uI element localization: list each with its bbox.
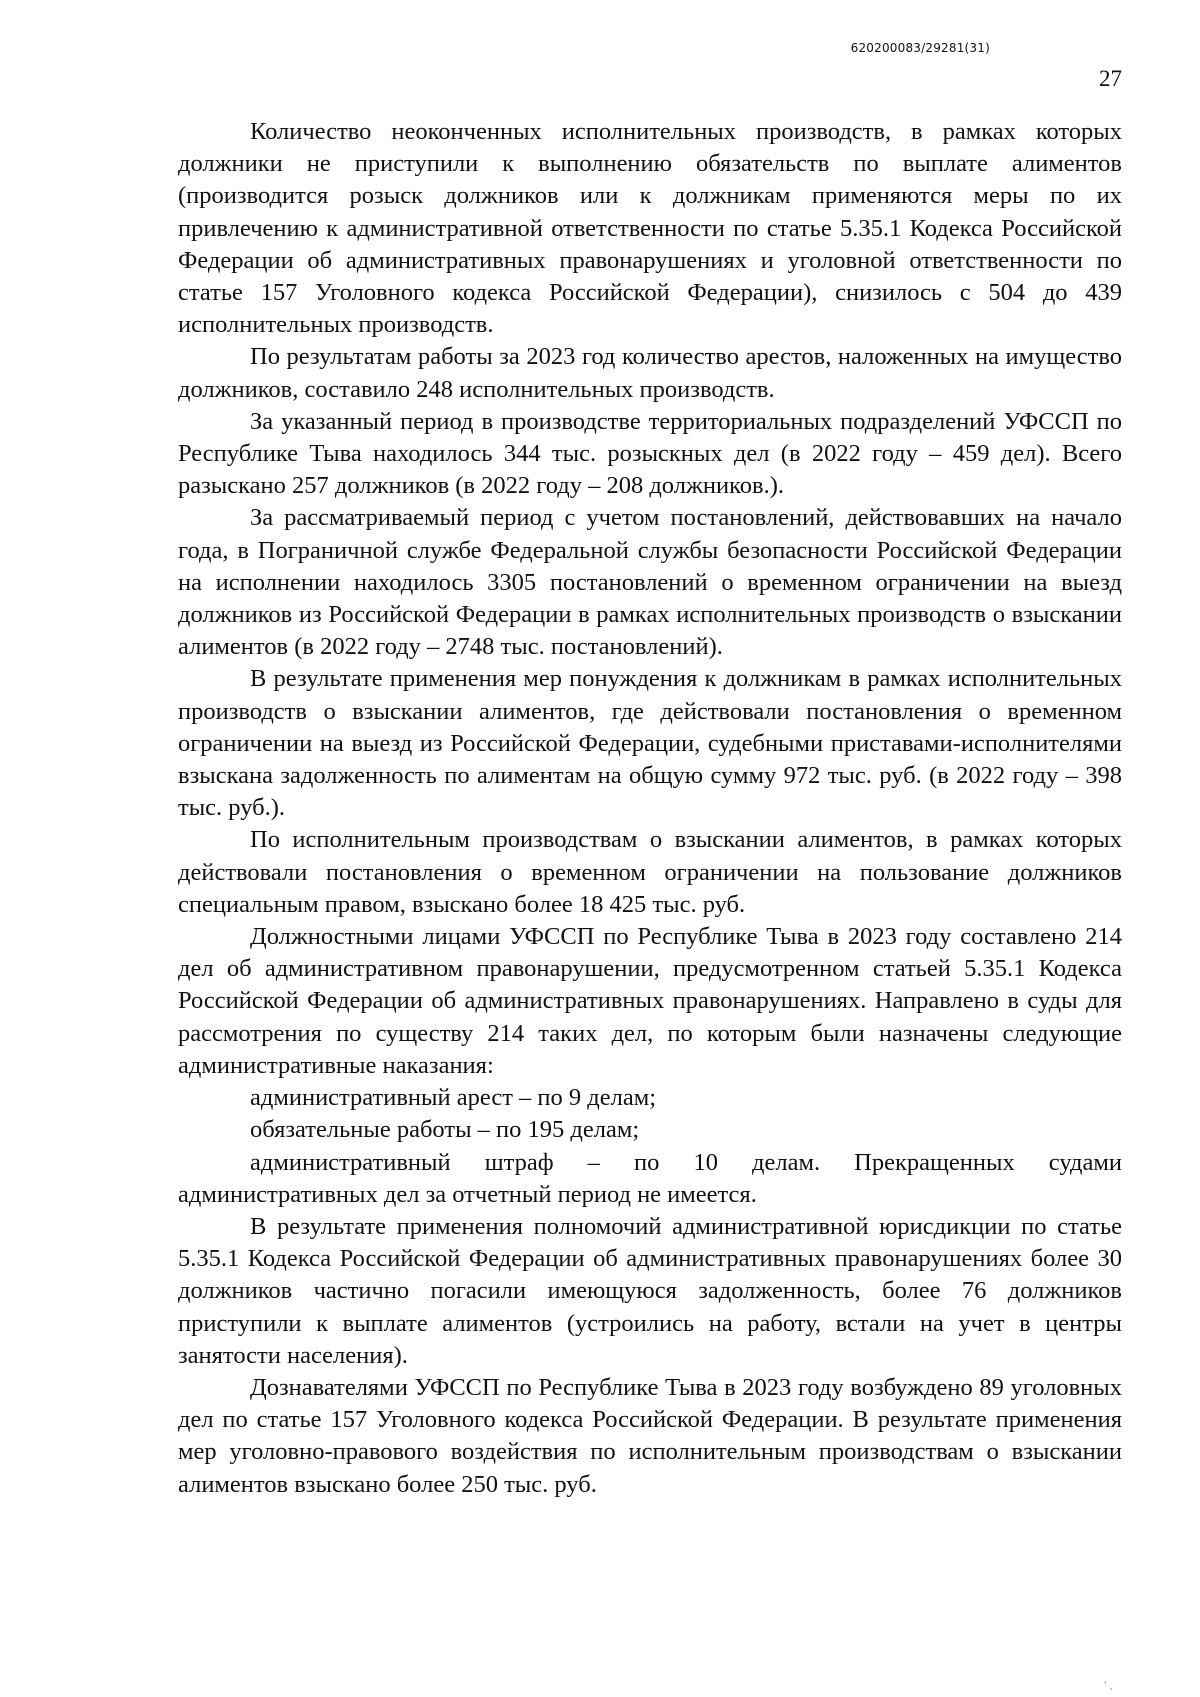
paragraph: В результате применения мер понуждения к должникам в рамках исполнительных производств о взыскании алиментов, где действовали постановления о временном ограничении на выезд из Российской Федерации, судебными приставами-исполнителями взыскана задолженность по алиментам на общую сумму 972 тыс. руб. (в 2022 году – 398 тыс. руб.).: [178, 665, 1122, 822]
scan-mark: ʼ ˎ: [1103, 1681, 1114, 1691]
paragraph: По исполнительным производствам о взыскании алиментов, в рамках которых действовали постановления о временном ограничении на пользование должников специальным правом, взыскано более 18 425 тыс. руб.: [178, 826, 1122, 918]
list-item: административный штраф – по 10 делам. Прекращенных судами административных дел за отчетный период не имеется.: [178, 1148, 1122, 1208]
paragraph: В результате применения полномочий административной юрисдикции по статье 5.35.1 Кодекса Российской Федерации об административных правонарушениях более 30 должников частично погасили имеющуюся задолженность, более 76 должников приступили к выплате алиментов (устроились на работу, встали на учет в центры занятости населения).: [178, 1212, 1122, 1369]
paragraph: Дознавателями УФССП по Республике Тыва в 2023 году возбуждено 89 уголовных дел по статье 157 Уголовного кодекса Российской Федерации. В результате применения мер уголовно-правового воздействия по исполнительным производствам о взыскании алиментов взыскано более 250 тыс. руб.: [178, 1373, 1122, 1498]
document-id: 620200083/29281(31): [850, 41, 990, 55]
document-body: [178, 116, 1122, 1501]
list-item: административный арест – по 9 делам;: [250, 1084, 657, 1112]
paragraph: За указанный период в производстве территориальных подразделений УФССП по Республике Тыва находилось 344 тыс. розыскных дел (в 2022 году – 459 дел). Всего разыскано 257 должников (в 2022 году – 208 должников.).: [178, 407, 1122, 500]
paragraph: По результатам работы за 2023 год количество арестов, наложенных на имущество должников, составило 248 исполнительных производств.: [178, 343, 1122, 403]
paragraph: За рассматриваемый период с учетом постановлений, действовавших на начало года, в Пограничной службе Федеральной службы безопасности Российской Федерации на исполнении находилось 3305 постановлений о временном ограничении на выезд должников из Российской Федерации в рамках исполнительных производств о взыскании алиментов (в 2022 году – 2748 тыс. постановлений).: [178, 504, 1122, 661]
page-number: 27: [1099, 66, 1122, 91]
paragraph: Количество неоконченных исполнительных производств, в рамках которых должники не приступили к выполнению обязательств по выплате алиментов (производится розыск должников или к должникам применяются меры по их привлечению к административной ответственности по статье 5.35.1 Кодекса Российской Федерации об административных правонарушениях и уголовной ответственности по статье 157 Уголовного кодекса Российской Федерации), снизилось с 504 до 439 исполнительных производств.: [178, 118, 1122, 339]
list-item: обязательные работы – по 195 делам;: [250, 1116, 640, 1144]
paragraph: Должностными лицами УФССП по Республике Тыва в 2023 году составлено 214 дел об административном правонарушении, предусмотренном статьей 5.35.1 Кодекса Российской Федерации об административных правонарушениях. Направлено в суды для рассмотрения по существу 214 таких дел, по которым были назначены следующие административные наказания:: [178, 923, 1122, 1079]
